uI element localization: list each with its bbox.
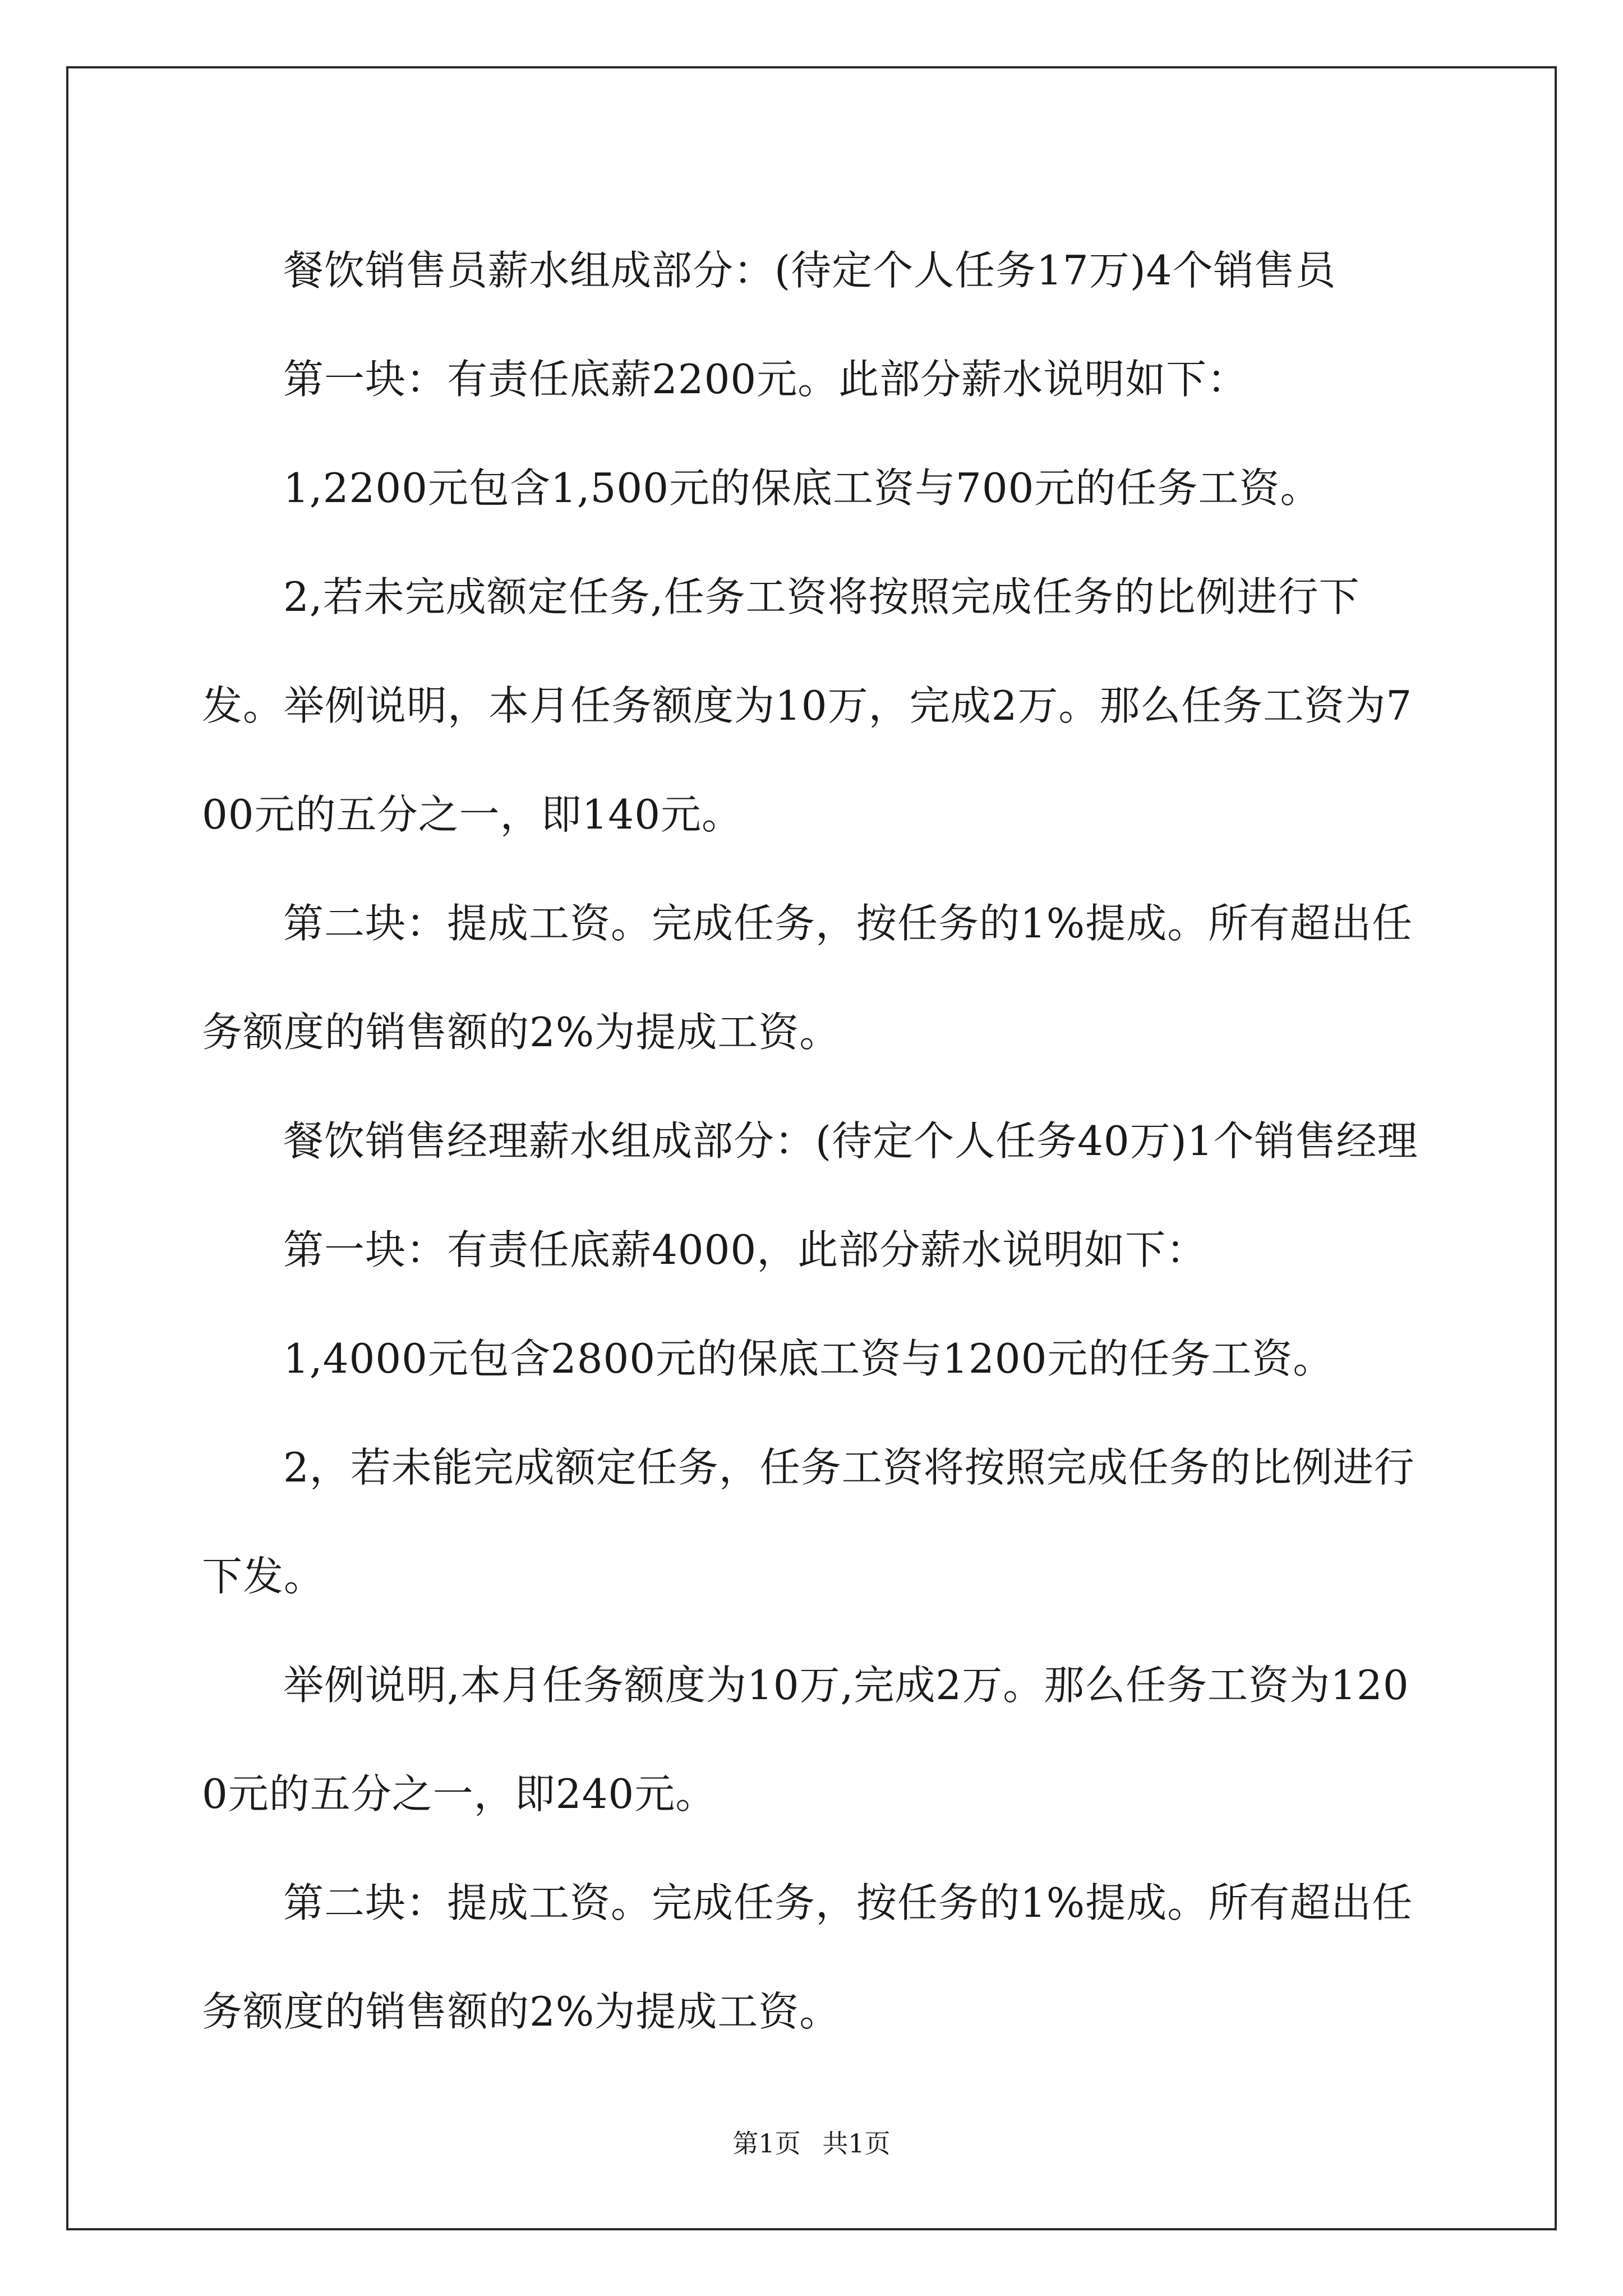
paragraph: 第一块：有责任底薪2200元。此部分薪水说明如下： <box>283 356 1248 403</box>
page-number: 第1页 <box>732 2128 801 2159</box>
paragraph: 2,若未完成额定任务,任务工资将按照完成任务的比例进行下发。举例说明，本月任务额度为10万，完成2万。那么任务工资为700元的五分之一，即140元。 <box>202 573 1413 838</box>
paragraph: 第一块：有责任底薪4000，此部分薪水说明如下： <box>283 1226 1207 1273</box>
paragraph: 1,2200元包含1,500元的保底工资与700元的任务工资。 <box>283 464 1321 512</box>
paragraph: 第二块：提成工资。完成任务，按任务的1%提成。所有超出任务额度的销售额的2%为提成工资。 <box>202 900 1413 1056</box>
paragraph: 餐饮销售经理薪水组成部分：(待定个人任务40万)1个销售经理 <box>283 1117 1418 1165</box>
page-footer <box>0 2123 1623 2160</box>
paragraph: 举例说明,本月任务额度为10万,完成2万。那么任务工资为1200元的五分之一，即240元。 <box>202 1662 1409 1818</box>
paragraph: 第二块：提成工资。完成任务，按任务的1%提成。所有超出任务额度的销售额的2%为提成工资。 <box>202 1879 1413 2035</box>
page-total: 共1页 <box>822 2128 891 2159</box>
document-body <box>202 216 1430 2066</box>
paragraph: 餐饮销售员薪水组成部分：(待定个人任务17万)4个销售员 <box>283 247 1336 294</box>
paragraph: 2，若未能完成额定任务，任务工资将按照完成任务的比例进行下发。 <box>202 1444 1415 1600</box>
paragraph: 1,4000元包含2800元的保底工资与1200元的任务工资。 <box>283 1335 1334 1382</box>
